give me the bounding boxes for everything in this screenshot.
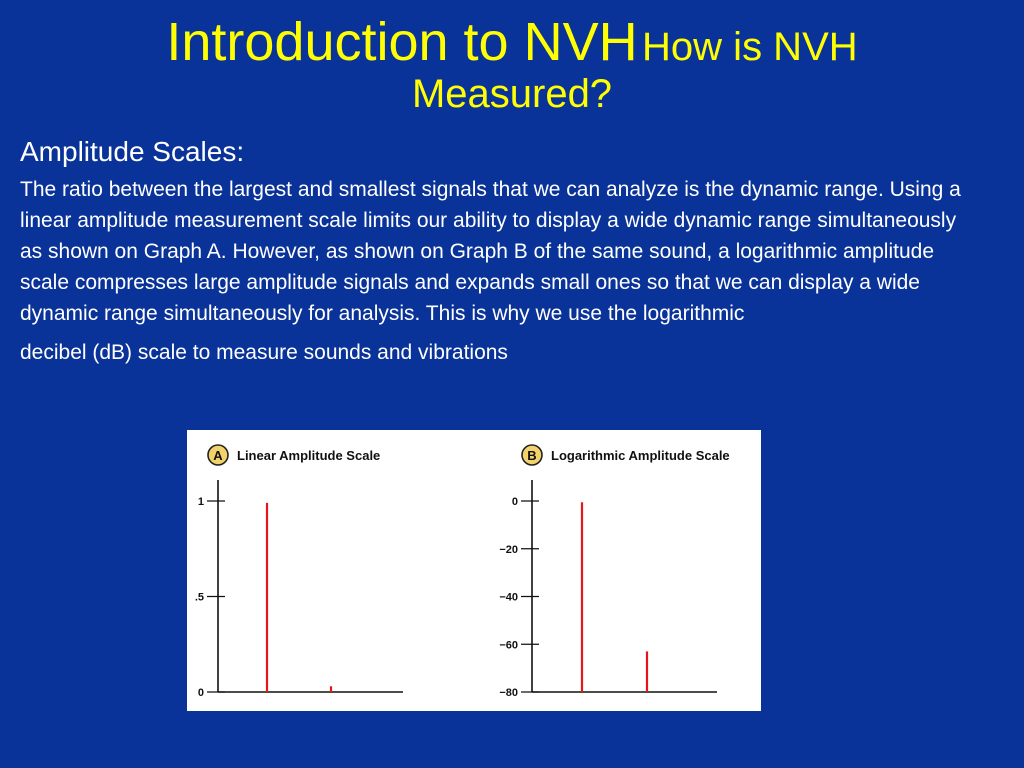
title-main: Introduction to NVH [166,12,638,72]
amplitude-graphs-panel [187,430,761,711]
section-heading: Amplitude Scales: [20,136,245,167]
title-sub-line2: Measured? [411,72,613,117]
y-tick-label: −40 [499,591,518,604]
body-paragraph-last: decibel (dB) scale to measure sounds and vibrations [20,341,508,364]
chart-badge-letter: B [527,448,537,463]
title-sub-line1: How is NVH [642,25,858,69]
amplitude-graphs-svg [187,430,761,711]
y-tick-label: 1 [197,496,204,508]
chart-title: Linear Amplitude Scale [237,448,381,463]
y-tick-label: 0 [511,496,518,508]
body-paragraph: The ratio between the largest and smallest signals that we can analyze is the dynamic range. Using a linear amplitude measurement scale limits our ability to display a wide dynamic range simultaneously as shown on Graph A. However, as shown on Graph B of the same sound, a logarithmic amplitude scale compresses large amplitude signals and expands small ones so that we can display a wide dynamic range simultaneously for analysis. This is why we use the logarithmic [20,178,961,325]
y-tick-label: .5 [194,591,204,604]
y-tick-label: 0 [197,687,204,699]
y-tick-label: −60 [499,639,518,652]
chart-badge-letter: A [213,448,223,463]
y-tick-label: −20 [499,543,518,556]
chart-title: Logarithmic Amplitude Scale [551,448,730,463]
slide-title [0,12,1024,117]
y-tick-label: −80 [499,687,518,699]
body-text-block [20,174,980,368]
